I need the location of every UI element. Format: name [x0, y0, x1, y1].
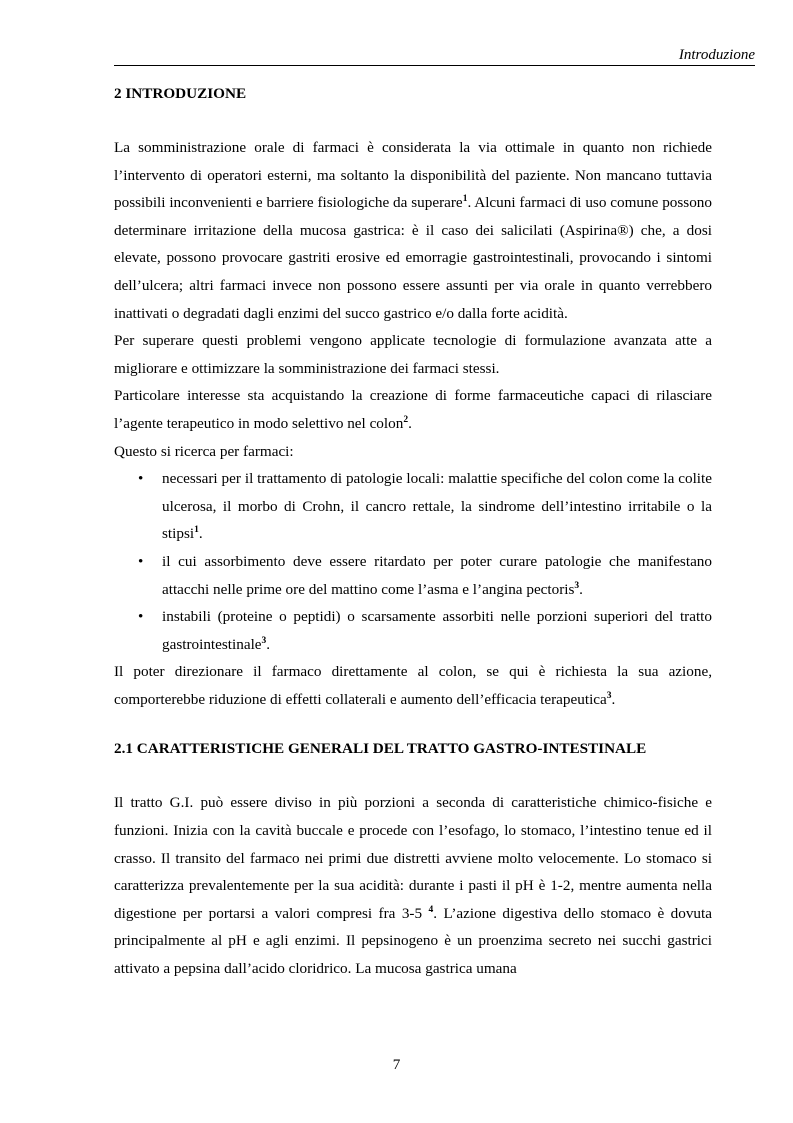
list-item: • instabili (proteine o peptidi) o scarsamente assorbiti nelle porzioni superiori del tratto gastrointestinale$^3$.: [114, 603, 712, 658]
paragraph-colon-targeting: Particolare interesse sta acquistando la creazione di forme farmaceutiche capaci di rilasciare l’agente terapeutico in modo selettivo nel colon$^2$.: [114, 387, 712, 432]
section-heading-gi-tract: 2.1 CARATTERISTICHE GENERALI DEL TRATTO GASTRO-INTESTINALE: [114, 740, 647, 758]
list-item: • il cui assorbimento deve essere ritardato per poter curare patologie che manifestano attacchi nelle prime ore del mattino come l’asma e l’angina pectoris$^3$.: [114, 548, 712, 603]
footnote-ref: 2: [403, 414, 409, 425]
page-body: [114, 84, 712, 983]
footnote-ref: 3: [261, 635, 267, 646]
bullet-list: [114, 465, 712, 658]
section-heading-introduzione: 2 INTRODUZIONE: [114, 85, 247, 102]
footnote-ref: 1: [462, 194, 468, 205]
bullet-icon: •: [138, 552, 144, 570]
paragraph-list-intro: Questo si ricerca per farmaci:: [114, 442, 294, 460]
header-rule: [114, 65, 755, 66]
running-head-title: Introduzione: [678, 47, 755, 63]
footnote-ref: 4: [428, 904, 434, 915]
footnote-ref: 1: [194, 525, 199, 536]
paragraph-colon-direction: Il poter direzionare il farmaco direttamente al colon, se qui è richiesta la sua azione, comporterebbe riduzione di effetti collaterali e aumento dell’efficacia terapeutica$^3$.: [114, 663, 712, 708]
bullet-icon: •: [138, 470, 144, 488]
page-number: 7: [392, 1056, 401, 1073]
bullet-icon: •: [138, 608, 144, 626]
paragraph-advanced-formulation: Per superare questi problemi vengono applicate tecnologie di formulazione avanzata atte a migliorare e ottimizzare la somministrazione dei farmaci stessi.: [114, 332, 712, 377]
list-item: • necessari per il trattamento di patologie locali: malattie specifiche del colon come la colite ulcerosa, il morbo di Crohn, il cancro rettale, la sindrome dell’intestino irritabile o la stipsi$^1$.: [114, 465, 712, 548]
paragraph-oral-administration: La somministrazione orale di farmaci è considerata la via ottimale in quanto non richiede l’intervento di operatori esterni, ma soltanto la disponibilità del paziente. Non mancano tuttavia possibili inconvenienti e barriere fisiologiche da superare$^1$. Alcuni farmaci di uso comune possono determinare irritazione della mucosa gastrica: è il caso dei salicilati (Aspirina®) che, a dosi elevate, possono provocare gastriti erosive ed emorragie gastrointestinali, provocando i sintomi dell’ulcera; altri farmaci invece non possono essere assunti per via orale in quanto verrebbero inattivati o degradati dagli enzimi del succo gastrico e/o dalla forte acidità.: [114, 139, 712, 322]
footnote-ref: 3: [606, 690, 612, 701]
footnote-ref: 3: [574, 580, 580, 591]
paragraph-gi-tract: Il tratto G.I. può essere diviso in più porzioni a seconda di caratteristiche chimico-fisiche e funzioni. Inizia con la cavità buccale e procede con l’esofago, lo stomaco, l’intestino tenue ed il crasso. Il transito del farmaco nei primi due distretti avviene molto velocemente. Lo stomaco si caratterizza prevalentemente per la sua acidità: durante i pasti il pH è 1-2, mentre aumenta nella digestione per portarsi a valori compresi fra 3-5 $^4$. L’azione digestiva dello stomaco è dovuta principalmente al pH e agli enzimi. Il pepsinogeno è un proenzima secreto nei succhi gastrici attivato a pepsina dall’acido cloridrico. La mucosa gastrica umana: [114, 794, 712, 978]
